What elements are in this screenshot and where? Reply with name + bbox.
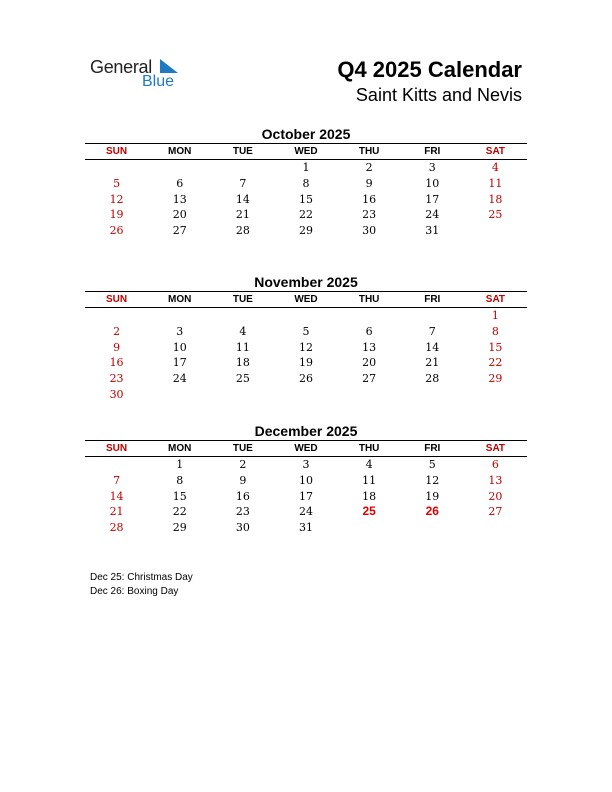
day-cell: 21 [425, 356, 440, 370]
day-cell [401, 387, 464, 403]
day-cell [85, 457, 148, 473]
weekday-label: MON [168, 294, 192, 305]
day-cell: 10 [298, 473, 313, 487]
day-cell: 15 [488, 340, 503, 354]
day-cell [148, 160, 211, 176]
day-cell: 28 [235, 224, 250, 238]
weekday-label: MON [168, 146, 192, 157]
day-cell: 8 [176, 473, 184, 487]
day-cell: 26 [298, 372, 313, 386]
day-cell: 31 [425, 224, 440, 238]
day-cell: 4 [365, 458, 373, 471]
day-cell [211, 308, 274, 324]
weekday-label: WED [294, 294, 318, 305]
day-cell: 25 [235, 372, 250, 386]
day-cell: 13 [488, 473, 503, 487]
holiday-note: Dec 26: Boxing Day [90, 586, 179, 597]
day-cell [85, 308, 148, 324]
weekday-label: SAT [485, 294, 506, 305]
day-cell [338, 308, 401, 324]
week-row [85, 504, 527, 520]
day-cell: 2 [365, 161, 373, 174]
day-cell [274, 308, 337, 324]
day-cell: 22 [488, 356, 503, 370]
week-row [85, 489, 527, 505]
logo-general-text: General [90, 57, 152, 77]
day-cell: 21 [235, 208, 250, 222]
day-cell [148, 387, 211, 403]
holiday-day-cell: 26 [425, 504, 439, 519]
day-cell: 6 [491, 458, 499, 471]
day-cell: 31 [298, 521, 313, 535]
day-cell: 20 [362, 356, 377, 370]
day-cell: 8 [302, 176, 310, 190]
weekday-label: TUE [232, 443, 253, 454]
week-row [85, 176, 527, 192]
day-cell: 20 [488, 489, 503, 503]
day-cell: 17 [298, 489, 313, 503]
day-cell: 18 [488, 192, 503, 206]
day-cell: 18 [362, 489, 377, 503]
day-cell: 1 [176, 458, 184, 471]
day-cell: 2 [239, 458, 247, 471]
day-cell [464, 223, 527, 239]
weekday-label: SUN [106, 294, 128, 305]
day-cell: 30 [362, 224, 377, 238]
weekday-label: WED [294, 146, 318, 157]
day-cell: 15 [298, 192, 313, 206]
day-cell: 7 [428, 324, 436, 338]
day-cell: 27 [172, 224, 187, 238]
day-cell: 22 [172, 505, 187, 519]
day-cell: 16 [362, 192, 377, 206]
day-cell [401, 308, 464, 324]
day-cell: 17 [425, 192, 440, 206]
week-row [85, 324, 527, 340]
day-cell: 1 [302, 161, 310, 174]
day-cell: 30 [109, 387, 124, 401]
weekday-header-row [85, 143, 527, 160]
weekday-label: FRI [424, 294, 441, 305]
day-cell: 27 [362, 372, 377, 386]
day-cell: 14 [235, 192, 250, 206]
day-cell: 19 [425, 489, 440, 503]
day-cell: 30 [235, 521, 250, 535]
day-cell: 3 [428, 161, 436, 174]
month-title: December 2025 [254, 423, 358, 439]
day-cell: 5 [302, 324, 310, 338]
week-row [85, 387, 527, 403]
day-cell: 4 [491, 161, 499, 174]
weekday-label: WED [294, 443, 318, 454]
day-cell: 3 [176, 324, 184, 338]
day-cell: 16 [235, 489, 250, 503]
holiday-notes [90, 571, 193, 599]
day-cell: 4 [239, 324, 247, 338]
day-cell [274, 387, 337, 403]
day-cell: 23 [235, 505, 250, 519]
day-cell: 28 [425, 372, 440, 386]
weekday-header-row [85, 440, 527, 457]
day-cell: 24 [172, 372, 187, 386]
day-cell: 23 [109, 372, 124, 386]
day-cell: 9 [239, 473, 247, 487]
day-cell [211, 387, 274, 403]
week-row [85, 371, 527, 387]
day-cell: 16 [109, 356, 124, 370]
day-cell: 2 [113, 324, 121, 338]
day-cell: 1 [491, 309, 499, 322]
weekday-label: SAT [485, 443, 506, 454]
month-december [85, 422, 527, 536]
day-cell: 11 [235, 340, 250, 354]
holiday-note: Dec 25: Christmas Day [90, 572, 193, 583]
day-cell: 8 [491, 324, 499, 338]
weekday-label: SAT [485, 146, 506, 157]
week-row [85, 207, 527, 223]
page-title: Q4 2025 Calendar [337, 57, 522, 82]
day-cell: 13 [362, 340, 377, 354]
weekday-label: FRI [424, 443, 441, 454]
day-cell: 11 [488, 176, 503, 190]
day-cell [401, 520, 464, 536]
day-cell: 29 [488, 372, 503, 386]
day-cell: 11 [362, 473, 377, 487]
day-cell: 7 [239, 176, 247, 190]
week-row [85, 223, 527, 239]
day-cell [338, 520, 401, 536]
day-cell [148, 308, 211, 324]
day-cell: 6 [176, 176, 184, 190]
day-cell: 3 [302, 458, 310, 471]
month-october [85, 125, 527, 239]
day-cell: 18 [235, 356, 250, 370]
holiday-day-cell: 25 [362, 504, 376, 519]
day-cell: 9 [113, 340, 121, 354]
weekday-label: TUE [232, 294, 253, 305]
day-cell [464, 387, 527, 403]
day-cell: 15 [172, 489, 187, 503]
day-cell: 5 [113, 176, 121, 190]
day-cell [85, 160, 148, 176]
month-title: November 2025 [254, 274, 358, 290]
weekday-label: SUN [106, 443, 128, 454]
day-cell: 26 [109, 224, 124, 238]
day-cell: 24 [298, 505, 313, 519]
day-cell: 23 [362, 208, 377, 222]
weekday-header-row [85, 291, 527, 308]
day-cell: 29 [172, 521, 187, 535]
day-cell: 19 [298, 356, 313, 370]
week-row [85, 457, 527, 473]
logo-blue-text: Blue [142, 73, 175, 90]
weekday-label: THU [358, 443, 380, 454]
week-row [85, 520, 527, 536]
week-row [85, 160, 527, 176]
weekday-label: THU [358, 294, 380, 305]
day-cell: 20 [172, 208, 187, 222]
page-subtitle: Saint Kitts and Nevis [355, 85, 522, 105]
day-cell: 14 [425, 340, 440, 354]
day-cell: 12 [298, 340, 313, 354]
day-cell: 17 [172, 356, 187, 370]
month-title: October 2025 [261, 126, 351, 142]
generalblue-logo [90, 57, 190, 93]
day-cell [338, 387, 401, 403]
day-cell: 28 [109, 521, 124, 535]
day-cell: 10 [172, 340, 187, 354]
day-cell: 24 [425, 208, 440, 222]
day-cell: 21 [109, 505, 124, 519]
weekday-label: SUN [106, 146, 128, 157]
day-cell [211, 160, 274, 176]
week-row [85, 340, 527, 356]
day-cell [464, 520, 527, 536]
day-cell: 7 [113, 473, 121, 487]
day-cell: 9 [365, 176, 373, 190]
day-cell: 27 [488, 505, 503, 519]
day-cell: 13 [172, 192, 187, 206]
weekday-label: MON [168, 443, 192, 454]
weekday-label: TUE [232, 146, 253, 157]
week-row [85, 473, 527, 489]
day-cell: 29 [298, 224, 313, 238]
day-cell: 25 [488, 208, 503, 222]
day-cell: 19 [109, 208, 124, 222]
day-cell: 6 [365, 324, 373, 338]
month-november [85, 273, 527, 403]
weekday-label: FRI [424, 146, 441, 157]
day-cell: 12 [109, 192, 124, 206]
day-cell: 5 [428, 458, 436, 471]
day-cell: 22 [298, 208, 313, 222]
day-cell: 12 [425, 473, 440, 487]
week-row [85, 192, 527, 208]
day-cell: 14 [109, 489, 124, 503]
weekday-label: THU [358, 146, 380, 157]
week-row [85, 308, 527, 324]
day-cell: 10 [425, 176, 440, 190]
week-row [85, 355, 527, 371]
